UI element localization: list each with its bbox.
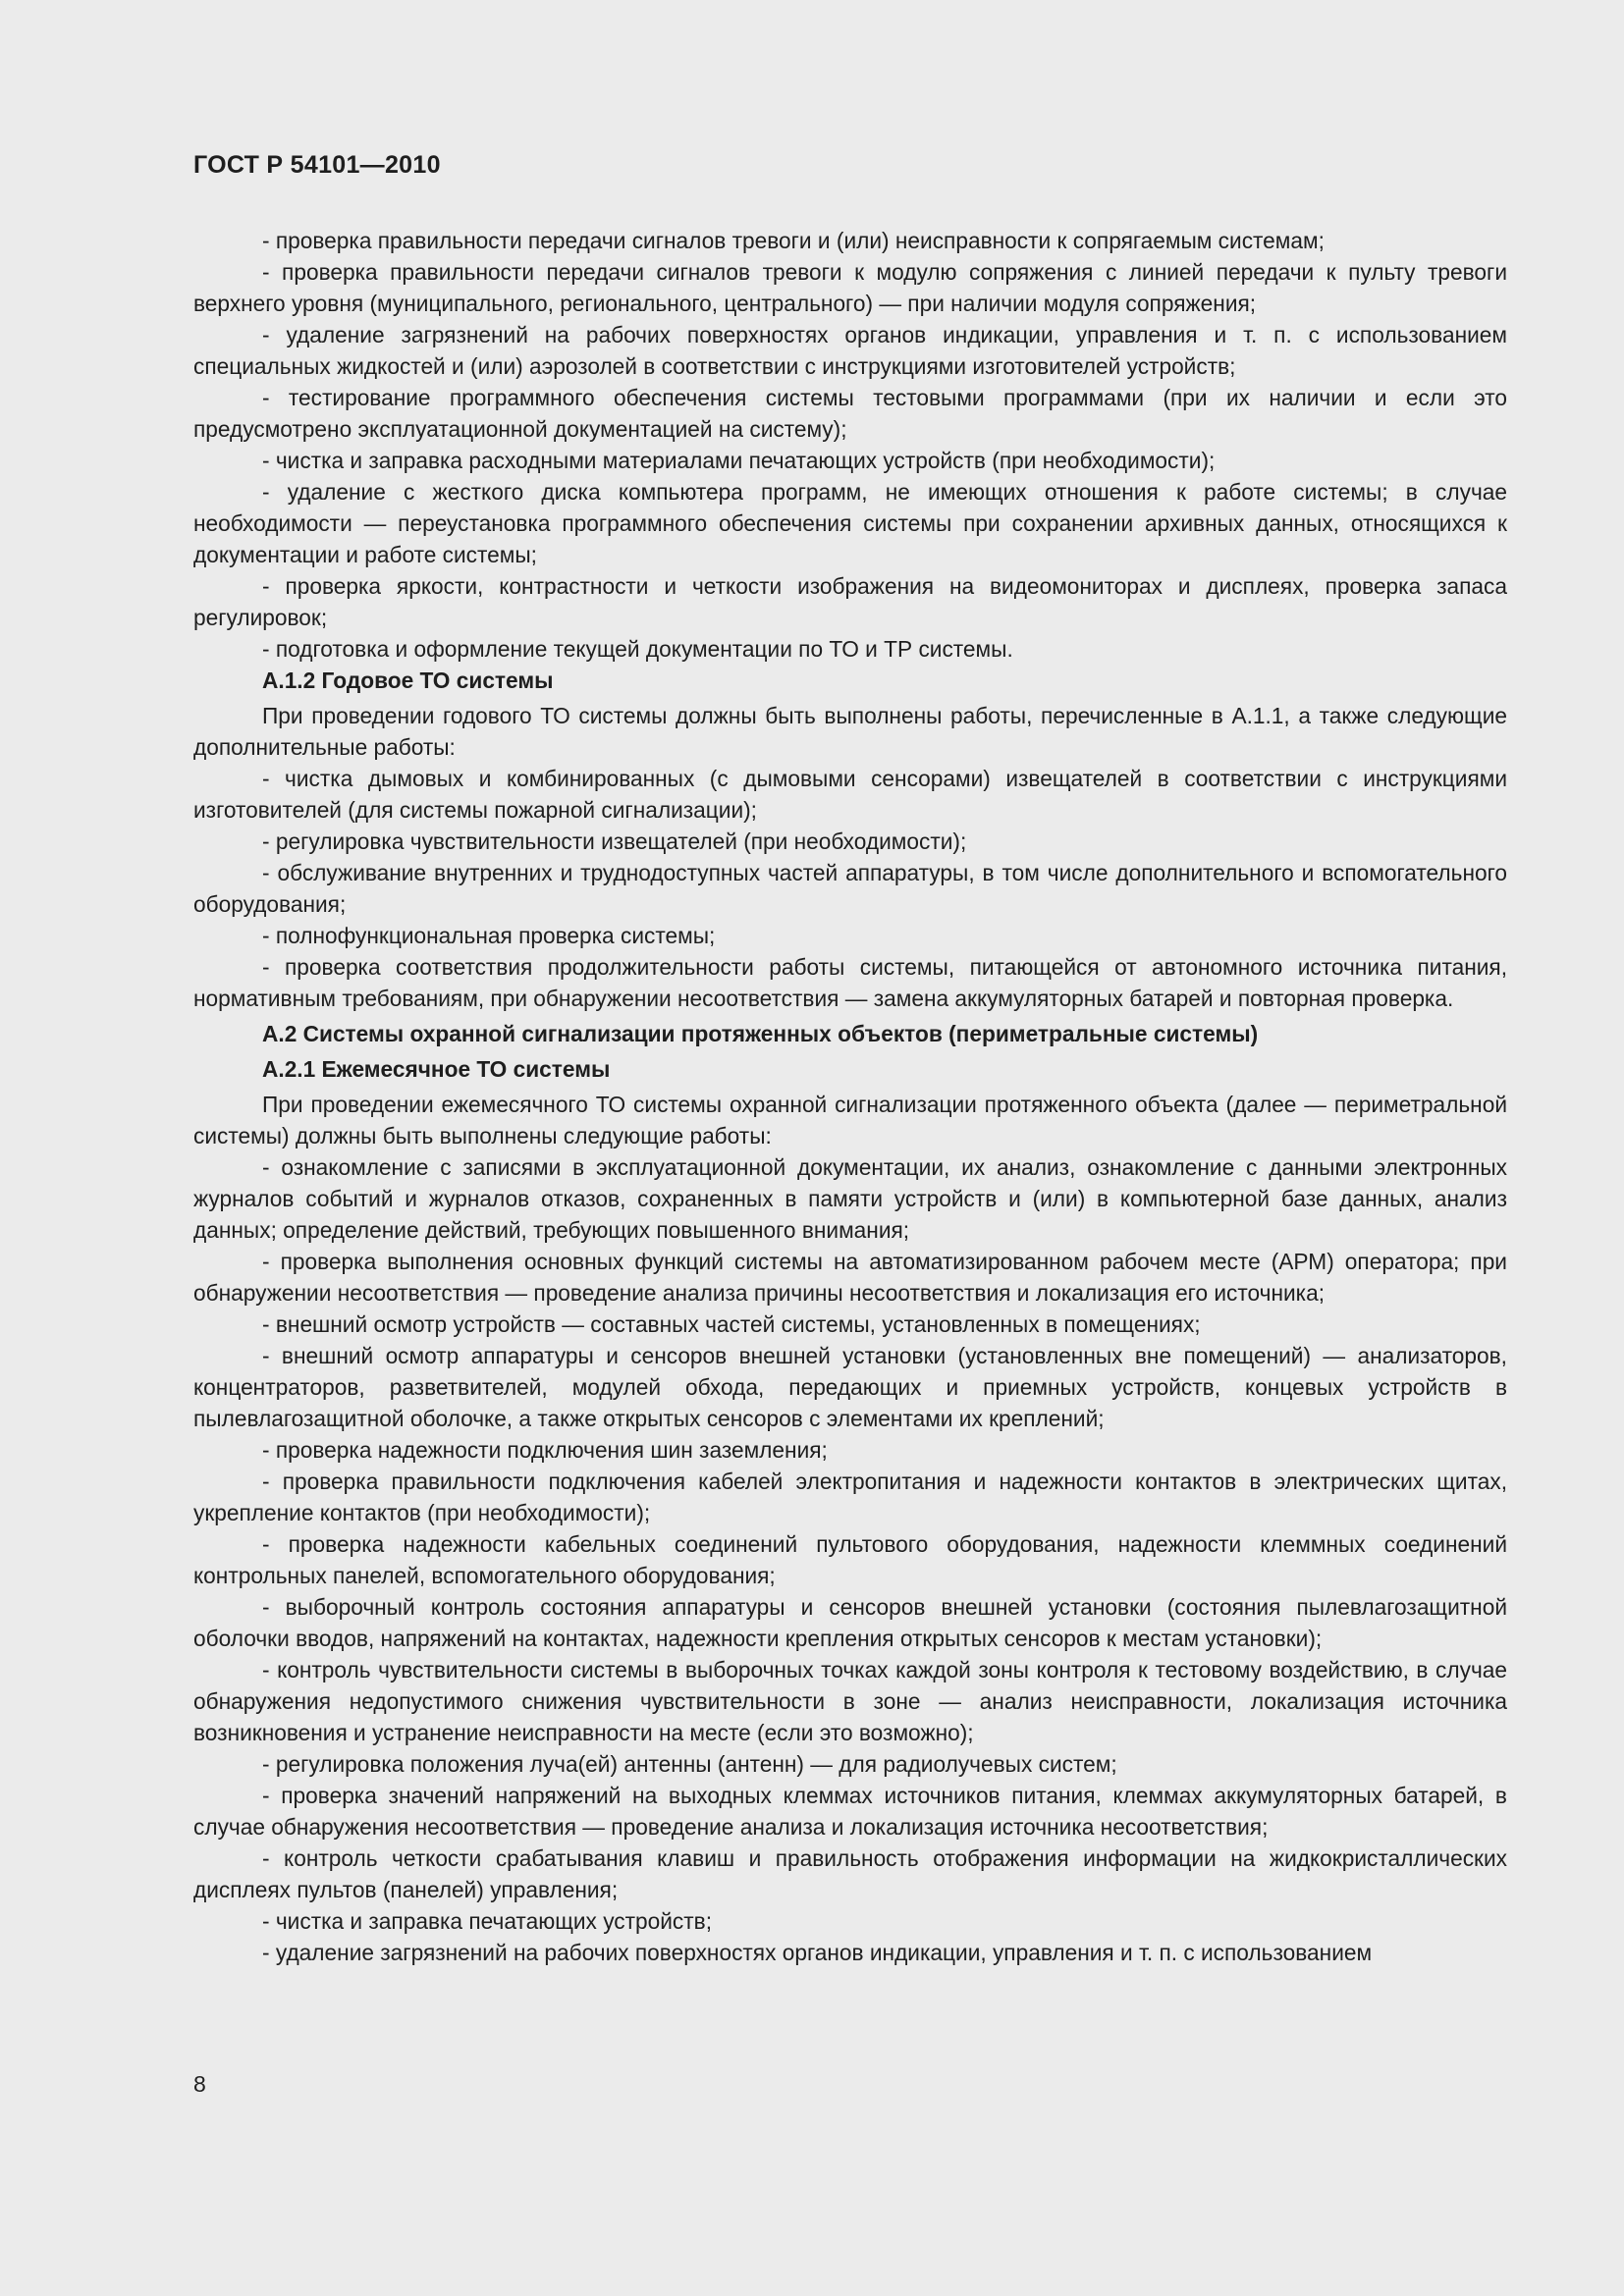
list-item: - чистка и заправка печатающих устройств; [262,1908,713,1934]
list-item: - контроль чувствительности системы в выборочных точках каждой зоны контроля к тестовому воздействию, в случае обнаружения недопустимого снижения чувствительности в зоне — анализ неисправности, локализация источника возникновения и устранение неисправности на месте (если это возможно); [193,1657,1507,1745]
list-item: - внешний осмотр устройств — составных частей системы, установленных в помещениях; [262,1311,1201,1337]
list-item: - проверка правильности передачи сигналов тревоги к модулю сопряжения с линией передачи к пульту тревоги верхнего уровня (муниципального, регионального, центрального) — при наличии модуля сопряжения; [193,259,1507,316]
list-item: - выборочный контроль состояния аппаратуры и сенсоров внешней установки (состояния пылевлагозащитной оболочки вводов, напряжений на контактах, надежности крепления открытых сенсоров к местам установки); [193,1594,1507,1651]
list-item: - проверка надежности подключения шин заземления; [262,1437,828,1463]
list-item: - проверка надежности кабельных соединений пультового оборудования, надежности клеммных соединений контрольных панелей, вспомогательного оборудования; [193,1531,1507,1588]
list-item: - подготовка и оформление текущей документации по ТО и ТР системы. [262,636,1013,662]
list-item: - обслуживание внутренних и труднодоступных частей аппаратуры, в том числе дополнительного и вспомогательного оборудования; [193,860,1507,917]
list-item: - проверка правильности передачи сигналов тревоги и (или) неисправности к сопрягаемым системам; [262,228,1325,253]
list-item: - регулировка положения луча(ей) антенны (антенн) — для радиолучевых систем; [262,1751,1117,1777]
list-item: - проверка яркости, контрастности и четкости изображения на видеомониторах и дисплеях, проверка запаса регулировок; [193,573,1507,630]
list-item: - тестирование программного обеспечения системы тестовыми программами (при их наличии и если это предусмотрено эксплуатационной документацией на систему); [193,385,1507,442]
list-item: - удаление загрязнений на рабочих поверхностях органов индикации, управления и т. п. с использованием специальных жидкостей и (или) аэрозолей в соответствии с инструкциями изготовителей устройств; [193,322,1507,379]
list-item: - контроль четкости срабатывания клавиш и правильность отображения информации на жидкокристаллических дисплеях пультов (панелей) управления; [193,1845,1507,1902]
list-item: - проверка правильности подключения кабелей электропитания и надежности контактов в электрических щитах, укрепление контактов (при необходимости); [193,1468,1507,1525]
document-body [193,225,1507,1968]
paragraph: При проведении ежемесячного ТО системы охранной сигнализации протяженного объекта (далее — периметральной системы) должны быть выполнены следующие работы: [193,1092,1507,1148]
list-item: - внешний осмотр аппаратуры и сенсоров внешней установки (установленных вне помещений) — анализаторов, концентраторов, разветвителей, модулей обхода, передающих и приемных устройств, концевых устройств в пылевлагозащитной оболочке, а также открытых сенсоров с элементами их креплений; [193,1343,1507,1431]
list-item: - удаление с жесткого диска компьютера программ, не имеющих отношения к работе системы; в случае необходимости — переустановка программного обеспечения системы при сохранении архивных данных, относящихся к документации и работе системы; [193,479,1507,567]
list-item: - регулировка чувствительности извещателей (при необходимости); [262,828,967,854]
document-code-header: ГОСТ Р 54101—2010 [193,151,441,179]
list-item: - удаление загрязнений на рабочих поверхностях органов индикации, управления и т. п. с использованием [262,1940,1373,1965]
document-page [193,0,1507,2296]
paragraph: При проведении годового ТО системы должны быть выполнены работы, перечисленные в А.1.1, а также следующие дополнительные работы: [193,703,1507,760]
list-item: - ознакомление с записями в эксплуатационной документации, их анализ, ознакомление с данными электронных журналов событий и журналов отказов, сохраненных в памяти устройств и (или) в компьютерной базе данных, анализ данных; определение действий, требующих повышенного внимания; [193,1154,1507,1243]
page-number: 8 [193,2071,206,2097]
section-heading-a21: А.2.1 Ежемесячное ТО системы [262,1056,611,1082]
list-item: - полнофункциональная проверка системы; [262,923,716,948]
list-item: - чистка дымовых и комбинированных (с дымовыми сенсорами) извещателей в соответствии с инструкциями изготовителей (для системы пожарной сигнализации); [193,766,1507,823]
list-item: - проверка значений напряжений на выходных клеммах источников питания, клеммах аккумуляторных батарей, в случае обнаружения несоответствия — проведение анализа и локализация источника несоответствия; [193,1783,1507,1840]
section-heading-a2: А.2 Системы охранной сигнализации протяженных объектов (периметральные системы) [262,1021,1259,1046]
list-item: - проверка выполнения основных функций системы на автоматизированном рабочем месте (АРМ) оператора; при обнаружении несоответствия — проведение анализа причины несоответствия и локализация его источника; [193,1249,1507,1306]
list-item: - чистка и заправка расходными материалами печатающих устройств (при необходимости); [262,448,1216,473]
section-heading-a12: А.1.2 Годовое ТО системы [262,667,554,693]
list-item: - проверка соответствия продолжительности работы системы, питающейся от автономного источника питания, нормативным требованиям, при обнаружении несоответствия — замена аккумуляторных батарей и повторная проверка. [193,954,1507,1011]
